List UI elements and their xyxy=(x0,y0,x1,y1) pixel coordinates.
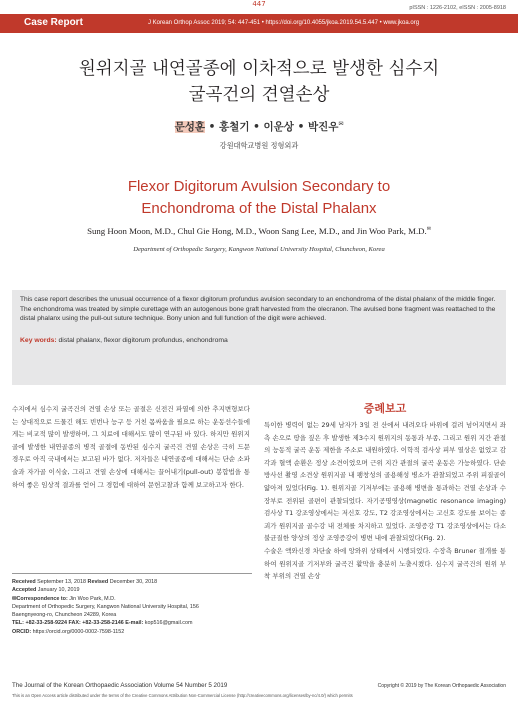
accepted-label: Accepted xyxy=(12,587,37,594)
page-number: 447 xyxy=(252,0,266,8)
orcid-label: ORCID: xyxy=(12,628,32,635)
header-bar xyxy=(0,14,518,33)
revised-date: December 30, 2018 xyxy=(108,579,158,585)
received-info xyxy=(12,573,252,636)
title-korean-line2: 굴곡건의 견열손상 xyxy=(188,85,330,105)
email-label: E-mail: xyxy=(125,620,144,627)
other-authors-korean: • 홍철기 • 이운상 • 박진우 xyxy=(205,121,339,133)
correspondence-label: ✉Correspondence to: xyxy=(12,595,68,602)
title-korean xyxy=(0,56,518,108)
footer-open-access: This is an Open Access article distributed under the terms of the Creative Commons Attribution Non-Commercial License (http://creativecommons.org/licenses/by-nc/4.0/) which permits xyxy=(12,693,353,698)
title-english xyxy=(0,176,518,220)
keywords-label: Key words: xyxy=(20,336,57,344)
correspondence-name: Jin Woo Park, M.D. xyxy=(67,595,116,602)
abstract-box xyxy=(12,290,506,385)
issn: pISSN : 1226-2102, eISSN : 2005-8918 xyxy=(409,5,506,11)
section-heading-case-report: 증례보고 xyxy=(363,402,407,415)
correspondence-mark-english: ✉ xyxy=(426,227,431,233)
authors-english-text: Sung Hoon Moon, M.D., Chul Gie Hong, M.D., Woon Sang Lee, M.D., and Jin Woo Park, M.D. xyxy=(87,226,427,236)
email-address[interactable]: kop516@gmail.com xyxy=(143,620,193,627)
first-author-korean: 문성훈 xyxy=(174,121,206,133)
authors-english xyxy=(0,226,518,236)
introduction-text: 수지에서 심수지 굴곡건의 견열 손상 또는 골절은 신전건 파열에 의한 추지변형보다는 상대적으로 드물긴 해도 빈번나 능구 등 거친 몸싸움을 필요로 하는 운동선수들에게는 비교적 많이 발생하며, 그 치료에 대해서도 많이 연구된 바 있다. 하지만 원위지골에 발생한 내연골종의 병적 골절에 동반된 심수지 굴곡건 견열 손상은 극히 드문 경우로 아직 국내에서는 보고된 바가 없다. 저자들은 내연골종에 대해서는 단순 소파술과 자가골 이식술, 그리고 견열 손상에 대해서는 끌어내기(pull-out) 봉합법을 통하여 좋은 임상적 결과를 얻어 그 경험에 대하여 문헌고찰과 함께 보고하고자 한다. xyxy=(12,405,250,489)
authors-korean xyxy=(0,119,518,134)
correspondence xyxy=(12,595,252,603)
journal-citation: J Korean Orthop Assoc 2019; 54: 447-451 • https://doi.org/10.4055/jkoa.2019.54.5.447 • www.jkoa.org xyxy=(148,19,420,26)
contact-line xyxy=(12,619,252,627)
title-english-line1: Flexor Digitorum Avulsion Secondary to xyxy=(127,178,391,195)
orcid-line xyxy=(12,628,252,636)
received-date: September 13, 2018 xyxy=(35,579,88,585)
correspondence-mark: ✉ xyxy=(338,120,344,128)
address-line1: Department of Orthopedic Surgery, Kangwon National University Hospital, 156 xyxy=(12,603,199,610)
affiliation-korean: 강원대학교병원 정형외과 xyxy=(219,141,299,150)
footer-journal: The Journal of the Korean Orthopaedic Association Volume 54 Number 5 2019 xyxy=(12,682,228,689)
title-english-line2: Enchondroma of the Distal Phalanx xyxy=(141,200,377,217)
accepted-date-line xyxy=(12,586,252,594)
keywords-text: distal phalanx, flexor digitorum profundus, enchondroma xyxy=(56,336,228,344)
article-type: Case Report xyxy=(24,17,83,28)
abstract-text: This case report describes the unusual occurrence of a flexor digitorum profundus avulsion secondary to an enchondroma of the distal phalanx of the middle finger. The enchondroma was treated by simple curettage with an autogenous bone graft harvested from the olecranon. The avulsed bone fragment was reattached to the distal phalanx using the pull-out suture technique. Bony union and full function of the digit were achieved. xyxy=(20,296,496,323)
revised-label: Revised xyxy=(87,579,109,585)
affiliation-english: Department of Orthopedic Surgery, Kangwon National University Hospital, Chuncheon, Korea xyxy=(133,246,385,253)
received-dates xyxy=(12,578,252,586)
orcid-link[interactable]: https://orcid.org/0000-0002-7598-1152 xyxy=(31,628,125,635)
address-line2: Baengnyeong-ro, Chuncheon 24289, Korea xyxy=(12,612,117,619)
received-label: Received xyxy=(12,579,36,585)
accepted-date: January 10, 2019 xyxy=(36,587,80,594)
case-report-text: 특이한 병력이 없는 29세 남자가 3일 전 산에서 내려오다 바위에 걸려 넘어지면서 좌측 손으로 땅을 짚은 후 발생한 제3수지 원위지의 동통과 부종, 그리고 원위 지간 관절의 능동적 굴곡 운동 제한을 주소로 내원하였다. 이학적 검사상 피부 열상은 없었고 감각과 혈액 순환은 정상 소견이었으며 근위 지간 관절의 굴곡 운동은 가능하였다. 단순 방사선 촬영 소견상 원위지골 내 팽창성의 골용해성 병소가 관찰되었고 주위 피질골이 얇아져 있었다(Fig. 1). 원위지골 기저부에는 골용해 병변을 통과하는 견열 손상과 수장부로 전위된 골편이 관찰되었다. 자기공명영상(magnetic resonance imaging) 검사상 T1 강조영상에서는 저신호 강도, T2 강조영상에서는 고신호 강도를 보이는 종괴가 원위지골 골수강 내 전체를 차지하고 있었다. 조영증강 T1 강조영상에서는 다소 불균질한 양상의 정상 조영증강이 병변 내에 관찰되었다(Fig. 2). 수술은 액와신경 차단술 하에 앙와위 상태에서 시행되었다. 수장측 Bruner 절개를 통하여 원위지골 기저부와 굴곡건 활막을 충분히 노출시켰다. 심수지 굴곡건의 원위 부착 부위의 견열 손상 xyxy=(264,421,506,581)
title-korean-line1: 원위지골 내연골종에 이차적으로 발생한 심수지 xyxy=(78,59,440,79)
footer-copyright: Copyright © 2019 by The Korean Orthopaedic Association xyxy=(377,683,506,689)
keywords xyxy=(20,337,498,344)
tel-fax: TEL: +82-33-258-9224 FAX: +82-33-258-2146 xyxy=(12,620,126,627)
